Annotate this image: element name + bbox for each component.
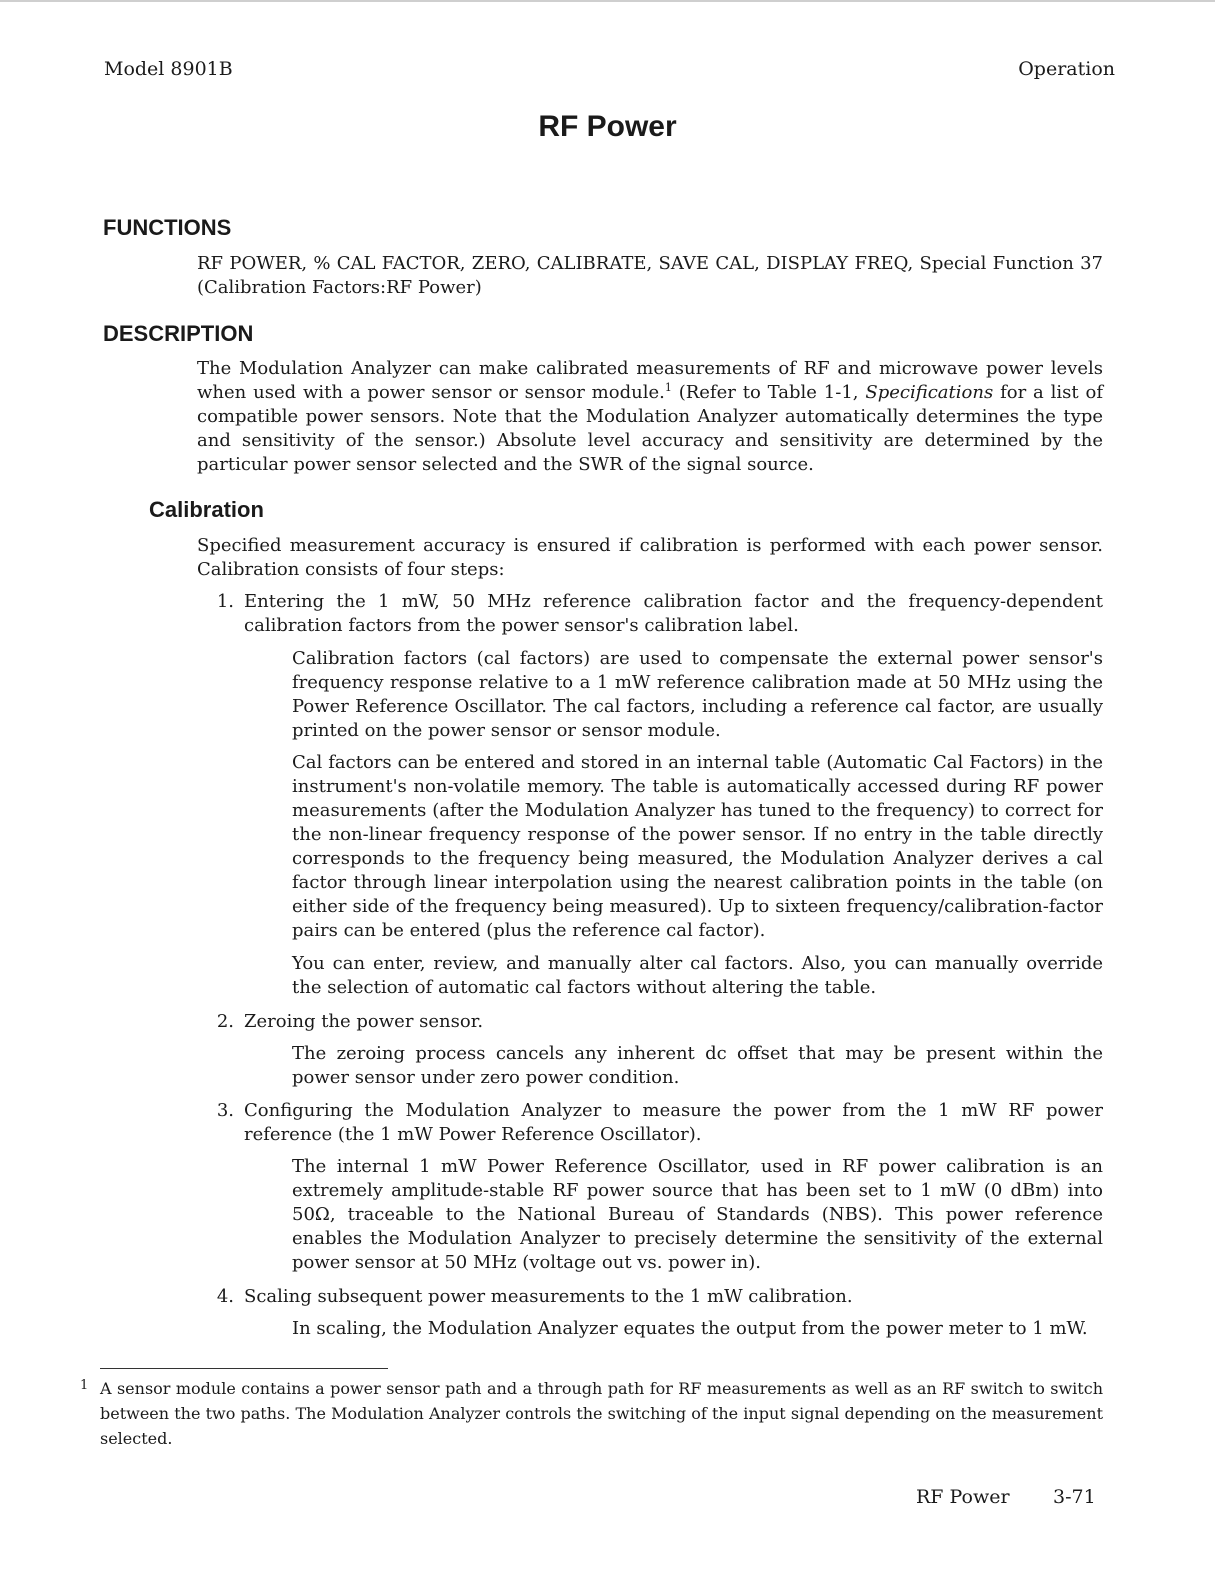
description-text: The Modulation Analyzer can make calibrated measurements of RF and microwave power levels when used with a power sensor or sensor module.$^1$ (Refer to Table 1-1, Specifications for a list of compatible power sensors. Note that the Modulation Analyzer automatically determines the type and sensitivity of the sensor.) Absolute level accuracy and sensitivity are determined by the particular power sensor selected and the SWR of the signal source. — [197, 358, 1103, 475]
step-detail: You can enter, review, and manually alter cal factors. Also, you can manually override the selection of automatic cal factors without altering the table. — [292, 953, 1103, 998]
calibration-step — [210, 1099, 1103, 1147]
step-text: Scaling subsequent power measurements to the 1 mW calibration. — [244, 1286, 853, 1307]
step-detail: The zeroing process cancels any inherent dc offset that may be present within the power sensor under zero power condition. — [292, 1043, 1103, 1088]
page-title: RF Power — [538, 110, 677, 143]
functions-heading: FUNCTIONS — [103, 215, 232, 240]
step-detail: The internal 1 mW Power Reference Oscillator, used in RF power calibration is an extremely amplitude-stable RF power source that has been set to 1 mW (0 dBm) into 50Ω, traceable to the National Bureau of Standards (NBS). This power reference enables the Modulation Analyzer to precisely determine the sensitivity of the external power sensor at 50 MHz (voltage out vs. power in). — [292, 1156, 1103, 1273]
header-model: Model 8901B — [104, 58, 233, 80]
page-number: 3-71 — [1053, 1486, 1096, 1508]
calibration-step — [210, 1010, 1103, 1034]
functions-text: RF POWER, % CAL FACTOR, ZERO, CALIBRATE, SAVE CAL, DISPLAY FREQ, Special Function 37 (Calibration Factors:RF Power) — [197, 253, 1103, 298]
footnote-text: A sensor module contains a power sensor path and a through path for RF measurements as well as an RF switch to switch between the two paths. The Modulation Analyzer controls the switching of the input signal depending on the measurement selected. — [100, 1379, 1103, 1448]
footnote-mark: 1 — [80, 1378, 89, 1393]
specifications-ref: Specifications — [865, 382, 994, 403]
header-section: Operation — [1018, 58, 1115, 80]
step-text: Zeroing the power sensor. — [244, 1011, 484, 1032]
calibration-step — [210, 590, 1103, 638]
step-text: Configuring the Modulation Analyzer to measure the power from the 1 mW RF power reference (the 1 mW Power Reference Oscillator). — [244, 1100, 1103, 1145]
footnote-divider — [100, 1368, 388, 1369]
calibration-intro: Specified measurement accuracy is ensured if calibration is performed with each power sensor. Calibration consists of four steps: — [197, 535, 1103, 580]
step-text: Entering the 1 mW, 50 MHz reference calibration factor and the frequency-dependent calibration factors from the power sensor's calibration label. — [244, 591, 1103, 636]
footnote-ref[interactable]: 1 — [664, 381, 672, 394]
step-detail: Cal factors can be entered and stored in an internal table (Automatic Cal Factors) in the instrument's non-volatile memory. The table is automatically accessed during RF power measurements (after the Modulation Analyzer has tuned to the frequency) to correct for the non-linear frequency response of the power sensor. If no entry in the table directly corresponds to the frequency being measured, the Modulation Analyzer derives a cal factor through linear interpolation using the nearest calibration points in the table (on either side of the frequency being measured). Up to sixteen frequency/calibration-factor pairs can be entered (plus the reference cal factor). — [292, 752, 1103, 941]
step-detail: In scaling, the Modulation Analyzer equates the output from the power meter to 1 mW. — [292, 1318, 1088, 1339]
calibration-heading: Calibration — [149, 497, 264, 522]
step-detail: Calibration factors (cal factors) are used to compensate the external power sensor's frequency response relative to a 1 mW reference calibration made at 50 MHz using the Power Reference Oscillator. The cal factors, including a reference cal factor, are usually printed on the power sensor or sensor module. — [292, 648, 1103, 741]
step-number: 1. — [216, 591, 234, 612]
description-heading: DESCRIPTION — [103, 321, 254, 346]
step-number: 2. — [216, 1011, 234, 1032]
top-border — [0, 0, 1215, 2]
step-number: 4. — [216, 1286, 234, 1307]
footer-section: RF Power — [916, 1486, 1010, 1508]
step-number: 3. — [216, 1100, 234, 1121]
calibration-step — [210, 1285, 1103, 1309]
